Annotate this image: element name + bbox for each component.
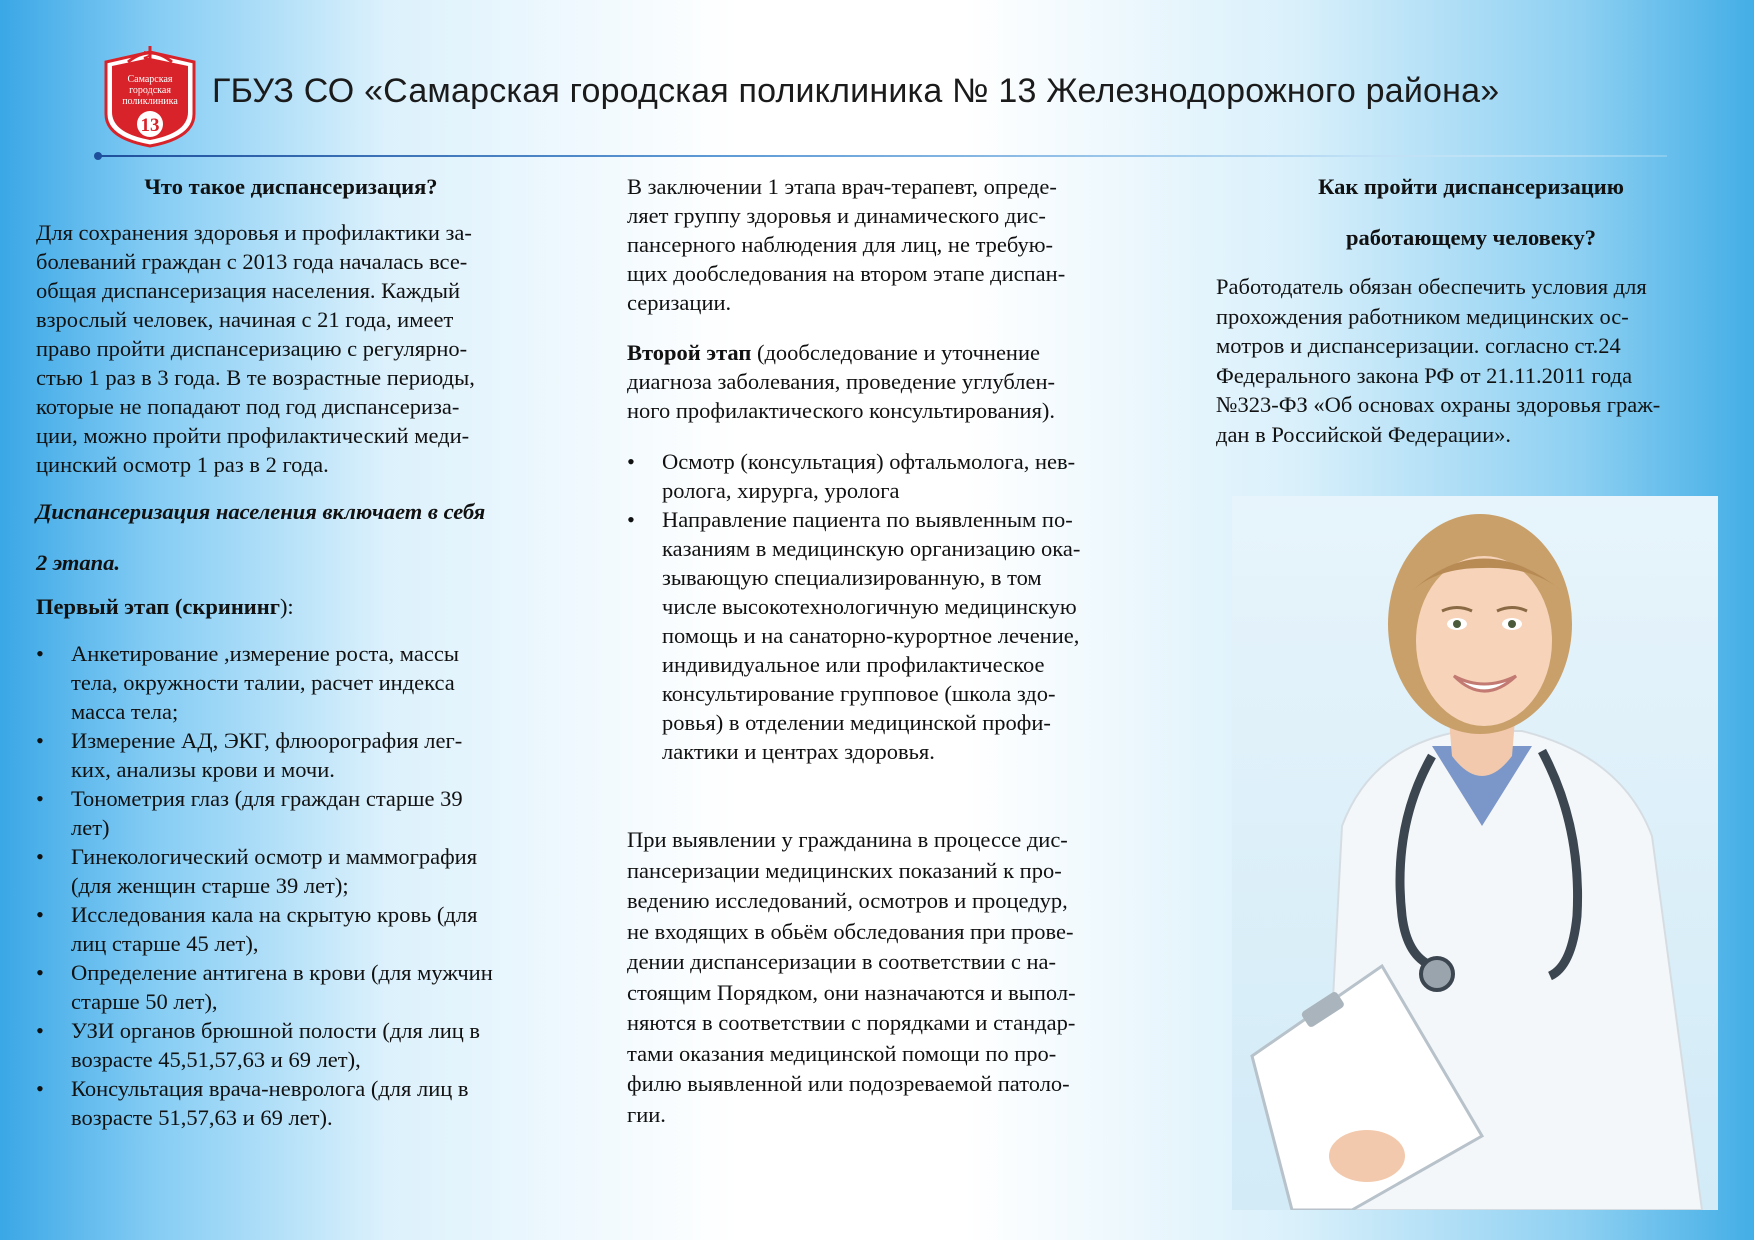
- list-item: [36, 1074, 546, 1132]
- text-line: общая диспансеризация населения. Каждый: [36, 278, 461, 303]
- list-item: [36, 784, 546, 842]
- stage-one-conclusion: [627, 172, 1137, 317]
- text-line: возрасте 51,57,63 и 69 лет).: [71, 1105, 333, 1130]
- list-item: [36, 639, 546, 726]
- list-item: [36, 842, 546, 900]
- text-line: • Исследования кала на скрытую кровь (для: [71, 902, 478, 927]
- stage-two-text: (дообследование и уточнение: [751, 340, 1040, 365]
- text-line: Для сохранения здоровья и профилактики за-: [36, 220, 472, 245]
- text-line: масса тела;: [71, 699, 179, 724]
- logo-number: 13: [140, 115, 160, 136]
- text-line: зывающую специализированную, в том: [662, 565, 1042, 590]
- text-line: помощь и на санаторно-курортное лечение,: [662, 623, 1080, 648]
- text-line: ролога, хирурга, уролога: [662, 478, 900, 503]
- text-line: мотров и диспансеризации. согласно ст.24: [1216, 333, 1621, 358]
- doctor-illustration: [1232, 496, 1718, 1210]
- stages-intro-line-2: 2 этапа.: [36, 550, 121, 575]
- text-line: тами оказания медицинской помощи по про-: [627, 1040, 1057, 1066]
- text-line: лактики и центрах здоровья.: [662, 739, 935, 764]
- text-line: пансерного наблюдения для лиц, не требую-: [627, 232, 1054, 257]
- list-item: [36, 900, 546, 958]
- text-line: болеваний граждан с 2013 года началась все-: [36, 249, 468, 274]
- text-line: цинский осмотр 1 раз в 2 года.: [36, 452, 329, 477]
- column-working-people: [1216, 172, 1726, 449]
- doctor-photo: [1232, 496, 1718, 1210]
- text-line: диагноза заболевания, проведение углублен-: [627, 369, 1055, 394]
- text-line: старше 50 лет),: [71, 989, 218, 1014]
- column-second-stage: [627, 172, 1137, 1130]
- text-line: Федерального закона РФ от 21.11.2011 года: [1216, 362, 1633, 388]
- text-line: индивидуальное или профилактическое: [662, 652, 1045, 677]
- logo-emblem-icon: [100, 40, 200, 148]
- text-line: При выявлении у гражданина в процессе дис-: [627, 827, 1068, 852]
- stage-two-label: Второй этап: [627, 340, 752, 365]
- list-item: [627, 505, 1137, 766]
- text-line: стоящим Порядком, они назначаются и выпол-: [627, 979, 1076, 1005]
- text-line: (для женщин старше 39 лет);: [71, 873, 349, 898]
- text-line: прохождения работником медицинских ос-: [1216, 303, 1629, 329]
- list-item: [627, 447, 1137, 505]
- text-line: №323-ФЗ «Об основах охраны здоровья граж-: [1216, 392, 1661, 417]
- stage-one-label: Первый этап (скрининг: [36, 594, 280, 619]
- text-line: няются в соответствии с порядками и стандар-: [627, 1010, 1076, 1035]
- section-heading-what-is: Что такое диспансеризация?: [144, 174, 438, 199]
- text-line: числе высокотехнологичную медицинскую: [662, 594, 1077, 619]
- text-line: гии.: [627, 1101, 666, 1127]
- text-line: ровья) в отделении медицинской профи-: [662, 710, 1051, 735]
- text-line: щих дообследования на втором этапе диспан-: [627, 261, 1066, 286]
- text-line: лет): [71, 815, 110, 840]
- stage-one-list: [36, 639, 546, 1132]
- text-line: Работодатель обязан обеспечить условия для: [1216, 274, 1647, 299]
- text-line: пансеризации медицинских показаний к про-: [627, 857, 1062, 883]
- divider-dot: [94, 152, 102, 160]
- stage-two-list: [627, 447, 1137, 766]
- text-line: • Гинекологический осмотр и маммография: [71, 844, 478, 869]
- text-line: казаниям в медицинскую организацию ока-: [662, 536, 1081, 561]
- text-line: В заключении 1 этапа врач-терапевт, опреде-: [627, 174, 1057, 199]
- text-line: дении диспансеризации в соответствии с на-: [627, 949, 1057, 974]
- section-heading-working-1: Как пройти диспансеризацию: [1318, 174, 1624, 199]
- text-line: ких, анализы крови и мочи.: [71, 757, 335, 782]
- text-line: которые не попадают под год диспансеризa-: [36, 394, 460, 419]
- text-line: право пройти диспансеризацию с регулярно-: [36, 336, 468, 361]
- stage-one-heading: [36, 592, 546, 621]
- text-line: стью 1 раз в 3 года. В те возрастные периоды,: [36, 365, 475, 390]
- stages-intro-line-1: Диспансеризация населения включает в себя: [36, 499, 486, 524]
- text-line: лиц старше 45 лет),: [71, 931, 259, 956]
- intro-paragraph: [36, 218, 546, 479]
- text-line: • Тонометрия глаз (для граждан старше 39: [71, 786, 463, 811]
- stage-one-tail: ):: [279, 594, 294, 619]
- text-line: серизации.: [627, 290, 732, 315]
- text-line: [627, 338, 1137, 367]
- text-line: • Анкетирование ,измерение роста, массы: [71, 641, 459, 666]
- text-line: • УЗИ органов брюшной полости (для лиц в: [71, 1018, 481, 1043]
- text-line: • Определение антигена в крови (для мужчин: [71, 960, 493, 985]
- logo-line-1: Самарская: [127, 74, 173, 85]
- page-title: ГБУЗ СО «Самарская городская поликлиника № 13 Железнодорожного района»: [212, 72, 1500, 110]
- column-what-is: [36, 172, 546, 1132]
- text-line: • Консультация врача-невролога (для лиц в: [71, 1076, 469, 1101]
- employer-paragraph: [1216, 272, 1726, 449]
- section-heading-working-2: работающему человеку?: [1346, 225, 1596, 250]
- text-line: ции, можно пройти профилактический меди-: [36, 423, 470, 448]
- list-item: [36, 726, 546, 784]
- clinic-logo: [100, 40, 200, 148]
- text-line: взрослый человек, начиная с 21 года, имеет: [36, 307, 454, 332]
- text-line: дан в Российской Федерации».: [1216, 421, 1511, 447]
- logo-line-2: городская: [129, 85, 171, 96]
- text-line: консультирование групповое (школа здо-: [662, 681, 1056, 706]
- text-line: • Измерение АД, ЭКГ, флюорография лег-: [71, 728, 463, 753]
- text-line: ного профилактического консультирования).: [627, 398, 1056, 423]
- text-line: • Направление пациента по выявленным по-: [662, 507, 1073, 532]
- additional-exams-paragraph: [627, 825, 1137, 1130]
- stage-two-paragraph: [627, 338, 1137, 425]
- text-line: не входящих в обьём обследования при прове-: [627, 918, 1074, 944]
- logo-line-3: поликлиника: [122, 96, 178, 107]
- text-line: филю выявленной или подозреваемой патоло-: [627, 1071, 1070, 1096]
- text-line: тела, окружности талии, расчет индекса: [71, 670, 455, 695]
- text-line: ляет группу здоровья и динамического дис-: [627, 203, 1046, 228]
- list-item: [36, 1016, 546, 1074]
- text-line: ведению исследований, осмотров и процедур,: [627, 888, 1068, 913]
- list-item: [36, 958, 546, 1016]
- header-divider: [97, 155, 1667, 157]
- text-line: • Осмотр (консультация) офтальмолога, нев-: [662, 449, 1076, 474]
- text-line: возрасте 45,51,57,63 и 69 лет),: [71, 1047, 361, 1072]
